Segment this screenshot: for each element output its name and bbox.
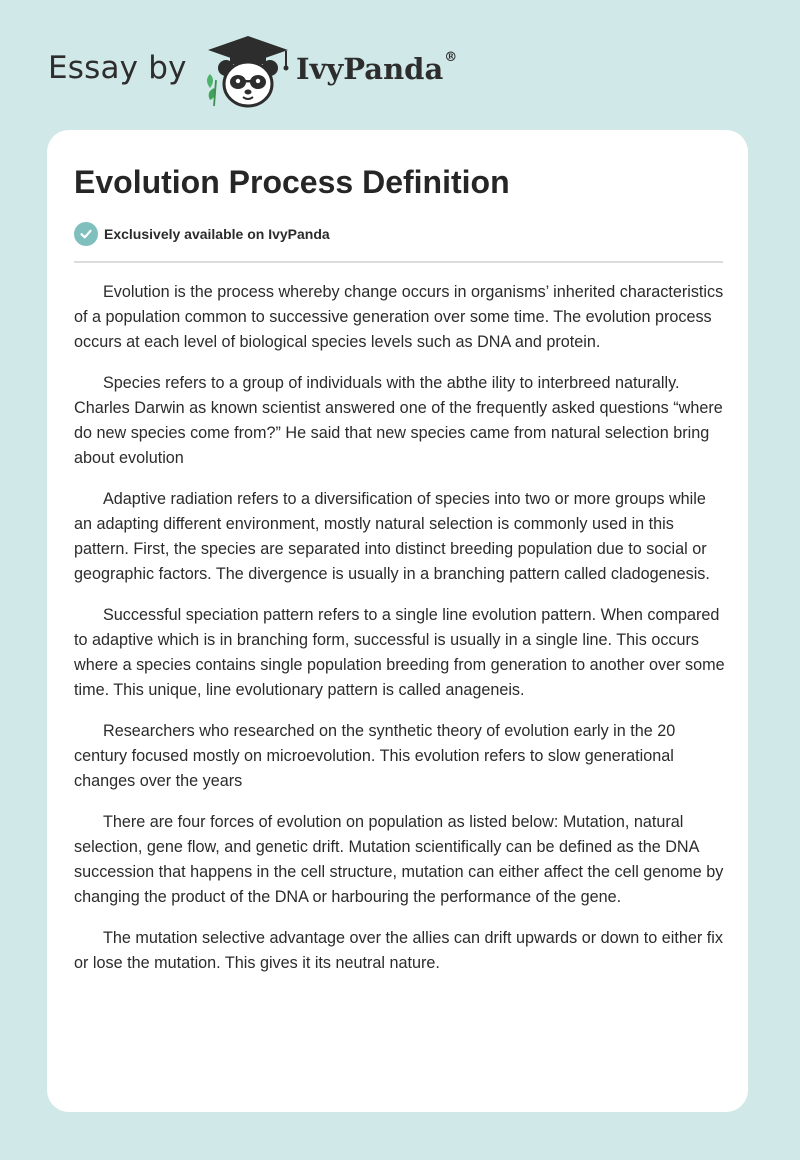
paragraph: Successful speciation pattern refers to a single line evolution pattern. When compared to adaptive which is in branching form, successful is usually in a single line. This occurs where a species contains single population breeding from generation to another over some time. This unique, line evolutionary pattern is called anageneis. xyxy=(74,606,725,699)
divider xyxy=(74,261,723,263)
paragraph: Species refers to a group of individuals with the abthe ility to interbreed naturally. Charles Darwin as known scientist answered one of the frequently asked questions “where do new species come from?” He said that new species came from natural selection bring about evolution xyxy=(74,374,723,467)
panda-graduate-icon[interactable] xyxy=(200,34,296,114)
paragraph: Adaptive radiation refers to a diversification of species into two or more groups while an adapting different environment, mostly natural selection is commonly used in this pattern. First, the species are separated into distinct breeding population due to social or geographic factors. The divergence is usually in a branching pattern called cladogenesis. xyxy=(74,490,710,583)
site-header xyxy=(0,0,800,130)
essay-body xyxy=(74,280,726,992)
check-circle-icon xyxy=(74,222,98,246)
badge-text: Exclusively available on IvyPanda xyxy=(104,226,330,242)
paragraph: Researchers who researched on the synthetic theory of evolution early in the 20 century focused mostly on microevolution. This evolution refers to slow generational changes over the years xyxy=(74,722,676,790)
exclusive-badge xyxy=(74,222,330,246)
paragraph: The mutation selective advantage over the allies can drift upwards or down to either fix or lose the mutation. This gives it its neutral nature. xyxy=(74,929,723,972)
brand-name[interactable]: IvyPanda® xyxy=(296,50,458,86)
registered-mark: ® xyxy=(444,50,458,65)
paragraph: There are four forces of evolution on population as listed below: Mutation, natural selection, gene flow, and genetic drift. Mutation scientifically can be defined as the DNA succession that happens in the cell structure, mutation can either affect the cell genome by changing the product of the DNA or harbouring the performance of the gene. xyxy=(74,813,724,906)
leaf-icon xyxy=(207,74,216,106)
paragraph: Evolution is the process whereby change occurs in organisms’ inherited characteristics of a population common to successive generation over some time. The evolution process occurs at each level of biological species levels such as DNA and protein. xyxy=(74,283,724,351)
page-title: Evolution Process Definition xyxy=(74,164,510,200)
essay-card xyxy=(47,130,748,1112)
brand-prefix: Essay by xyxy=(48,50,187,86)
